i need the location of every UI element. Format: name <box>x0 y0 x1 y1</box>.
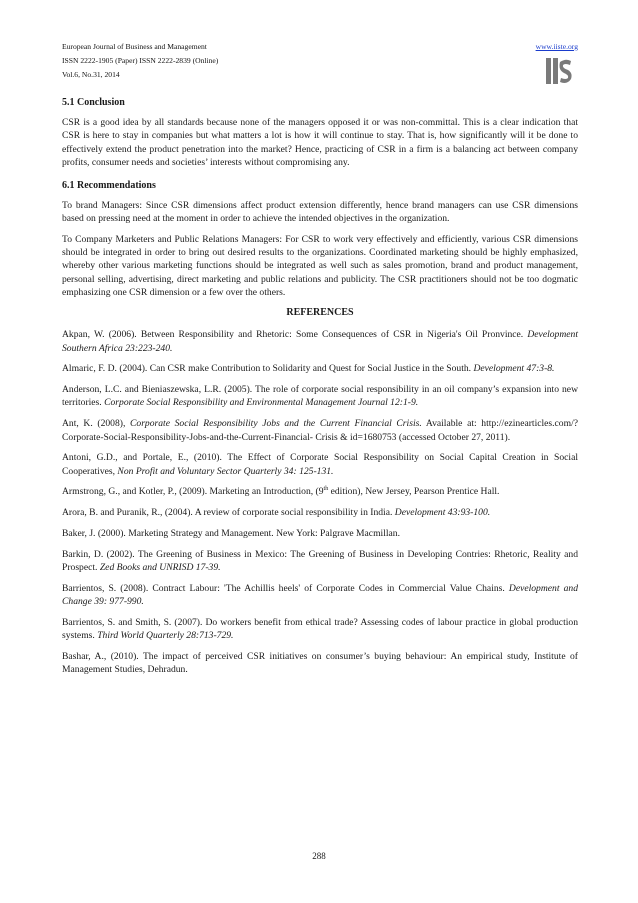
reference-item: Barrientos, S. (2008). Contract Labour: 'The Achillis heels' of Corporate Codes in Commercial Value Chains. Development and Change 39: 977-990. <box>62 582 578 608</box>
journal-header <box>62 40 578 88</box>
reference-item: Arora, B. and Puranik, R., (2004). A review of corporate social responsibility in India. Development 43:93-100. <box>62 507 491 519</box>
reference-item: Akpan, W. (2006). Between Responsibility and Rhetoric: Some Consequences of CSR in Nigeria's Oil Pronvince. Development Southern Africa 23:223-240. <box>62 329 578 354</box>
journal-volume: Vol.6, No.31, 2014 <box>62 70 120 79</box>
journal-name: European Journal of Business and Management <box>62 42 207 51</box>
reference-item: Bashar, A., (2010). The impact of perceived CSR initiatives on consumer’s buying behaviour: An empirical study, Institute of Management Studies, Dehradun. <box>62 651 578 676</box>
reference-item: Barkin, D. (2002). The Greening of Business in Mexico: The Greening of Business in Developing Contries: Rhetoric, Reality and Prospect. Zed Books and UNRISD 17-39. <box>62 548 578 574</box>
reference-item: Anderson, L.C. and Bieniaszewska, L.R. (2005). The role of corporate social responsibility in an oil company’s expansion into new territories. Corporate Social Responsibility and Environmental Management Journal 12:1-9. <box>62 384 578 409</box>
recommendation-paragraph-2: To Company Marketers and Public Relations Managers: For CSR to work very effectively and efficiently, various CSR dimensions should be integrated in order to bring out desired results to the organizations. Coordinated marketing should be highly emphasized, whereby other various marketing functions should be integrated as well such as sales promotion, brand and product management, personal selling, advertising, direct marketing and public relations and publicity. The CSR practitioners should not be too dogmatic emphasizing one CSR dimension or a few over the others. <box>62 233 578 298</box>
references-heading: REFERENCES <box>286 307 354 319</box>
reference-item: Almaric, F. D. (2004). Can CSR make Contribution to Solidarity and Quest for Social Justice in the South. Development 47:3-8. <box>62 363 555 375</box>
recommendations-heading: 6.1 Recommendations <box>62 180 156 192</box>
main-content <box>62 96 578 684</box>
journal-url-link[interactable]: www.iiste.org <box>535 42 578 51</box>
iiste-logo <box>544 56 574 86</box>
recommendation-paragraph-1: To brand Managers: Since CSR dimensions affect product extension differently, hence brand managers can use CSR dimensions based on pressing need at the moment in order to achieve the intended objectives in the organization. <box>62 200 578 225</box>
reference-item: Antoni, G.D., and Portale, E., (2010). The Effect of Corporate Social Responsibility on Social Capital Creation in Social Cooperatives, Non Profit and Voluntary Sector Quarterly 34: 125-131. <box>62 452 578 477</box>
page-number: 288 <box>312 851 326 861</box>
reference-item: Baker, J. (2000). Marketing Strategy and Management. New York: Palgrave Macmillan. <box>62 528 400 540</box>
reference-item: Ant, K. (2008), Corporate Social Responsibility Jobs and the Current Financial Crisis. Available at: http://ezinearticles.com/?Corporate-Social-Responsibility-Jobs-and-the-Current-Financial- Crisis & id=1680753 (accessed October 27, 2011). <box>62 418 578 443</box>
reference-item: Armstrong, G., and Kotler, P., (2009). Marketing an Introduction, (9th edition), New Jersey, Pearson Prentice Hall. <box>62 486 500 498</box>
reference-item: Barrientos, S. and Smith, S. (2007). Do workers benefit from ethical trade? Assessing codes of labour practice in global production systems. Third World Quarterly 28:713-729. <box>62 617 578 642</box>
journal-issn: ISSN 2222-1905 (Paper) ISSN 2222-2839 (Online) <box>62 56 219 65</box>
conclusion-heading: 5.1 Conclusion <box>62 97 125 108</box>
conclusion-paragraph: CSR is a good idea by all standards because none of the managers opposed it or was non-committal. This is a clear indication that CSR is here to stay in companies but what matters a lot is how it will continue to stay. That is, how significantly will it be done to effectively extend the product penetration into the market? Hence, practicing of CSR in a firm is a balancing act between company profits, consumer needs and societies’ interests without compromising any. <box>62 117 578 168</box>
